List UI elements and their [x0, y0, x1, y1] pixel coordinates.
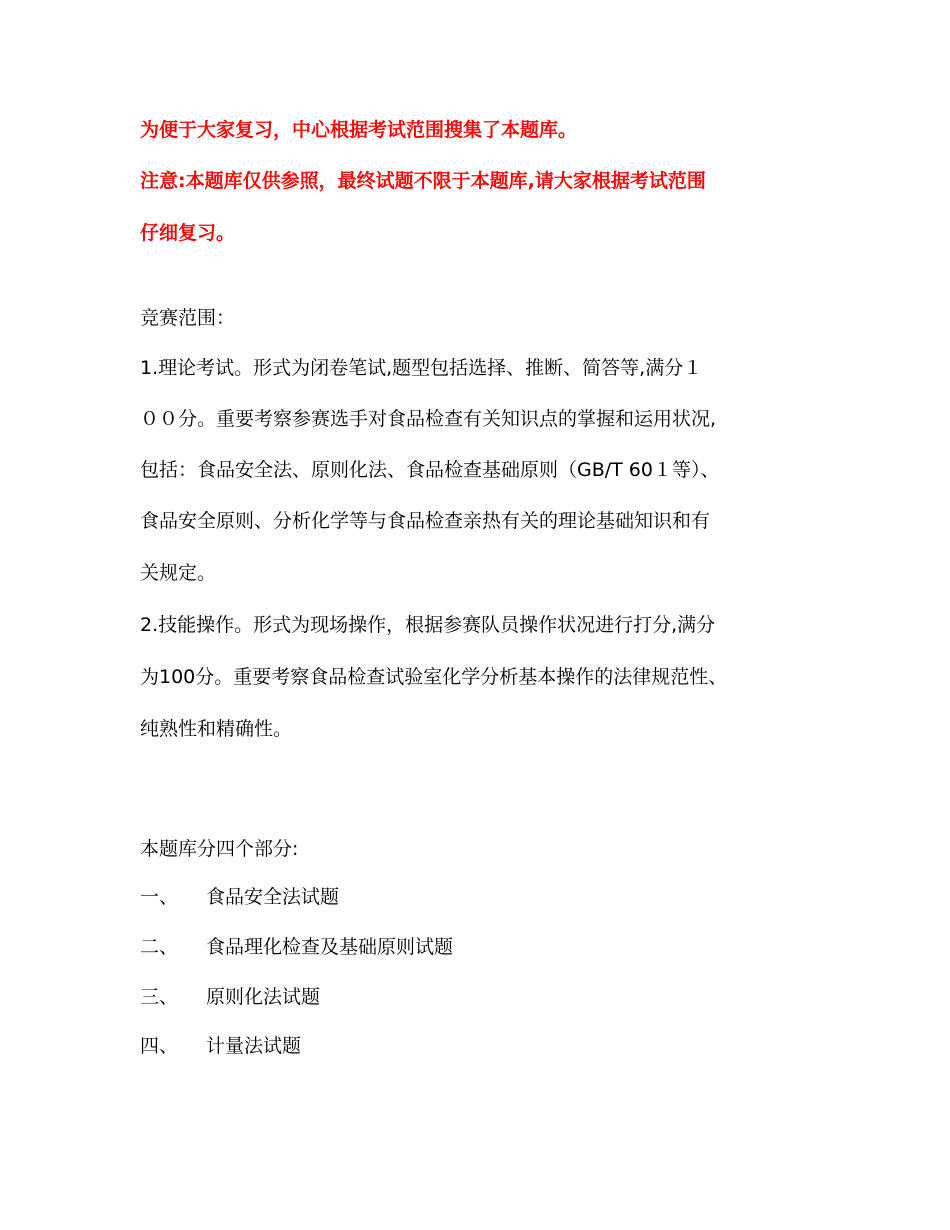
- parts-list-item: [140, 1033, 840, 1059]
- parts-item-number: 三、: [140, 986, 179, 1008]
- parts-item-number: 四、: [140, 1035, 179, 1057]
- parts-item-label: 计量法试题: [206, 1035, 302, 1057]
- parts-item-number: 一、: [140, 886, 179, 908]
- notice-line-1: 为便于大家复习，中心根据考试范围搜集了本题库。: [140, 119, 578, 141]
- parts-item-label: 食品理化检查及基础原则试题: [206, 936, 454, 958]
- parts-list-item: [140, 884, 840, 910]
- scope-skill-line-3: 纯熟性和精确性。: [140, 718, 293, 740]
- parts-list-item: [140, 984, 840, 1010]
- scope-skill-line-1: 2.技能操作。形式为现场操作，根据参赛队员操作状况进行打分,满分: [140, 614, 716, 636]
- scope-theory-line-3: 包括：食品安全法、原则化法、食品检查基础原则（GB/T 60１等）、: [140, 459, 720, 481]
- scope-skill-line-2: 为100分。重要考察食品检查试验室化学分析基本操作的法律规范性、: [140, 666, 728, 688]
- parts-item-label: 原则化法试题: [206, 986, 321, 1008]
- notice-line-3: 仔细复习。: [140, 222, 236, 244]
- parts-item-label: 食品安全法试题: [206, 886, 340, 908]
- scope-theory-line-2: ００分。重要考察参赛选手对食品检查有关知识点的掌握和运用状况,: [140, 408, 717, 430]
- notice-line-2: 注意:本题库仅供参照，最终试题不限于本题库,请大家根据考试范围: [140, 170, 706, 192]
- scope-theory-line-4: 食品安全原则、分析化学等与食品检查亲热有关的理论基础知识和有: [140, 510, 711, 532]
- scope-theory-line-5: 关规定。: [140, 562, 217, 584]
- scope-heading: 竞赛范围：: [140, 307, 236, 329]
- parts-item-number: 二、: [140, 936, 179, 958]
- scope-theory-line-1: 1.理论考试。形式为闭卷笔试,题型包括选择、推断、简答等,满分１: [140, 357, 703, 379]
- parts-list-item: [140, 934, 840, 960]
- parts-heading: 本题库分四个部分:: [140, 838, 299, 860]
